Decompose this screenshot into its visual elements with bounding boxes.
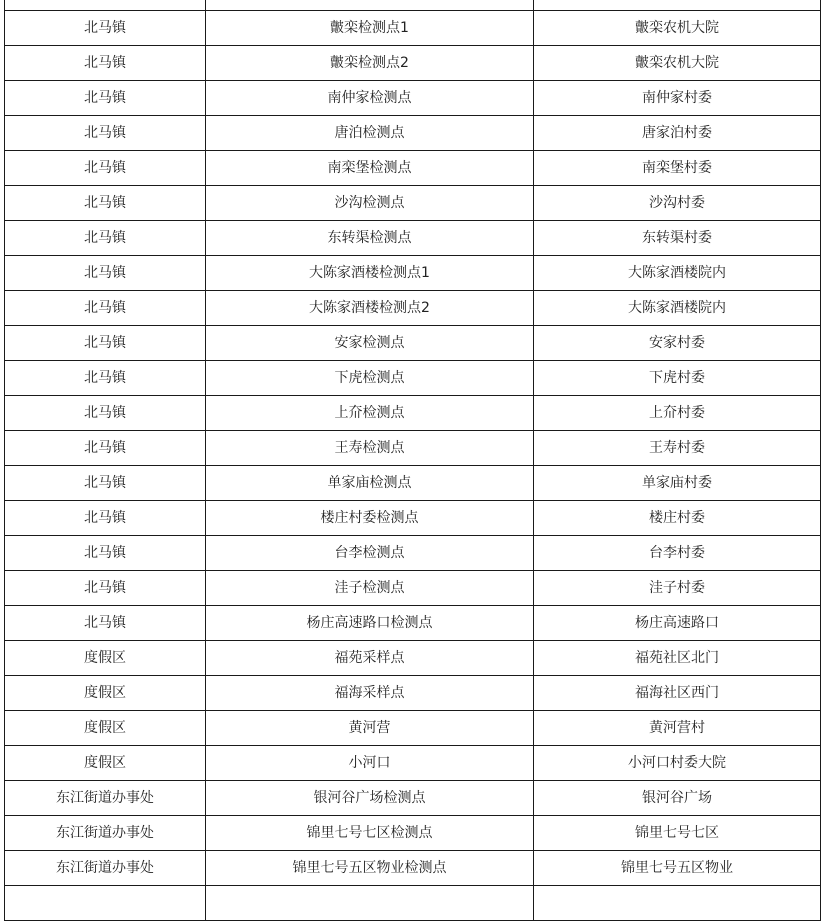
location-cell: 上夼村委 bbox=[534, 396, 821, 431]
town-cell: 北马镇 bbox=[5, 151, 206, 186]
town-cell: 北马镇 bbox=[5, 501, 206, 536]
table-row bbox=[5, 711, 821, 746]
town-cell: 北马镇 bbox=[5, 361, 206, 396]
town-cell: 北马镇 bbox=[5, 11, 206, 46]
town-cell: 北马镇 bbox=[5, 116, 206, 151]
location-cell: 下虎村委 bbox=[534, 361, 821, 396]
table-body bbox=[5, 0, 821, 921]
location-cell: 杨庄高速路口 bbox=[534, 606, 821, 641]
site-name-cell: 上夼检测点 bbox=[206, 396, 534, 431]
site-name-cell: 皾栾检测点2 bbox=[206, 46, 534, 81]
site-name-cell bbox=[206, 0, 534, 11]
town-cell bbox=[5, 0, 206, 11]
table-row bbox=[5, 781, 821, 816]
location-cell: 皾栾农机大院 bbox=[534, 11, 821, 46]
site-name-cell: 黄河营 bbox=[206, 711, 534, 746]
town-cell: 北马镇 bbox=[5, 571, 206, 606]
table-row bbox=[5, 536, 821, 571]
location-cell: 锦里七号七区 bbox=[534, 816, 821, 851]
site-name-cell bbox=[206, 886, 534, 921]
site-name-cell: 楼庄村委检测点 bbox=[206, 501, 534, 536]
location-cell: 楼庄村委 bbox=[534, 501, 821, 536]
table-row bbox=[5, 151, 821, 186]
town-cell: 度假区 bbox=[5, 676, 206, 711]
location-cell: 王寿村委 bbox=[534, 431, 821, 466]
town-cell bbox=[5, 886, 206, 921]
table-row bbox=[5, 396, 821, 431]
town-cell: 东江街道办事处 bbox=[5, 781, 206, 816]
table-row bbox=[5, 81, 821, 116]
site-name-cell: 杨庄高速路口检测点 bbox=[206, 606, 534, 641]
location-cell: 南仲家村委 bbox=[534, 81, 821, 116]
town-cell: 北马镇 bbox=[5, 291, 206, 326]
table-row bbox=[5, 501, 821, 536]
town-cell: 度假区 bbox=[5, 641, 206, 676]
table-row bbox=[5, 11, 821, 46]
location-cell: 小河口村委大院 bbox=[534, 746, 821, 781]
location-cell: 台李村委 bbox=[534, 536, 821, 571]
location-cell: 唐家泊村委 bbox=[534, 116, 821, 151]
table-row bbox=[5, 46, 821, 81]
site-name-cell: 银河谷广场检测点 bbox=[206, 781, 534, 816]
site-name-cell: 安家检测点 bbox=[206, 326, 534, 361]
site-name-cell: 沙沟检测点 bbox=[206, 186, 534, 221]
site-name-cell: 大陈家酒楼检测点1 bbox=[206, 256, 534, 291]
table-row bbox=[5, 0, 821, 11]
town-cell: 度假区 bbox=[5, 746, 206, 781]
location-cell: 单家庙村委 bbox=[534, 466, 821, 501]
site-name-cell: 王寿检测点 bbox=[206, 431, 534, 466]
town-cell: 北马镇 bbox=[5, 81, 206, 116]
site-name-cell: 南栾堡检测点 bbox=[206, 151, 534, 186]
site-name-cell: 锦里七号七区检测点 bbox=[206, 816, 534, 851]
location-cell: 银河谷广场 bbox=[534, 781, 821, 816]
table-row bbox=[5, 886, 821, 921]
site-name-cell: 福海采样点 bbox=[206, 676, 534, 711]
table-row bbox=[5, 221, 821, 256]
table-row bbox=[5, 291, 821, 326]
site-name-cell: 锦里七号五区物业检测点 bbox=[206, 851, 534, 886]
site-name-cell: 东转渠检测点 bbox=[206, 221, 534, 256]
town-cell: 北马镇 bbox=[5, 396, 206, 431]
testing-sites-table bbox=[4, 0, 821, 921]
location-cell: 南栾堡村委 bbox=[534, 151, 821, 186]
site-name-cell: 福苑采样点 bbox=[206, 641, 534, 676]
table-row bbox=[5, 431, 821, 466]
site-name-cell: 皾栾检测点1 bbox=[206, 11, 534, 46]
location-cell: 黄河营村 bbox=[534, 711, 821, 746]
location-cell: 沙沟村委 bbox=[534, 186, 821, 221]
site-name-cell: 小河口 bbox=[206, 746, 534, 781]
table-row bbox=[5, 466, 821, 501]
town-cell: 北马镇 bbox=[5, 326, 206, 361]
location-cell: 福海社区西门 bbox=[534, 676, 821, 711]
table-row bbox=[5, 571, 821, 606]
location-cell: 洼子村委 bbox=[534, 571, 821, 606]
location-cell: 大陈家酒楼院内 bbox=[534, 256, 821, 291]
table-row bbox=[5, 641, 821, 676]
table-row bbox=[5, 326, 821, 361]
town-cell: 北马镇 bbox=[5, 606, 206, 641]
site-name-cell: 台李检测点 bbox=[206, 536, 534, 571]
town-cell: 度假区 bbox=[5, 711, 206, 746]
town-cell: 东江街道办事处 bbox=[5, 816, 206, 851]
town-cell: 北马镇 bbox=[5, 256, 206, 291]
site-name-cell: 下虎检测点 bbox=[206, 361, 534, 396]
town-cell: 北马镇 bbox=[5, 186, 206, 221]
town-cell: 北马镇 bbox=[5, 46, 206, 81]
table-row bbox=[5, 116, 821, 151]
location-cell: 安家村委 bbox=[534, 326, 821, 361]
table-row bbox=[5, 256, 821, 291]
town-cell: 北马镇 bbox=[5, 431, 206, 466]
location-cell: 福苑社区北门 bbox=[534, 641, 821, 676]
location-cell: 东转渠村委 bbox=[534, 221, 821, 256]
location-cell: 锦里七号五区物业 bbox=[534, 851, 821, 886]
town-cell: 北马镇 bbox=[5, 536, 206, 571]
location-cell: 大陈家酒楼院内 bbox=[534, 291, 821, 326]
site-name-cell: 唐泊检测点 bbox=[206, 116, 534, 151]
table-row bbox=[5, 361, 821, 396]
site-name-cell: 南仲家检测点 bbox=[206, 81, 534, 116]
location-cell bbox=[534, 886, 821, 921]
town-cell: 东江街道办事处 bbox=[5, 851, 206, 886]
location-cell: 皾栾农机大院 bbox=[534, 46, 821, 81]
site-name-cell: 洼子检测点 bbox=[206, 571, 534, 606]
table-row bbox=[5, 676, 821, 711]
location-cell bbox=[534, 0, 821, 11]
table-row bbox=[5, 606, 821, 641]
table-row bbox=[5, 746, 821, 781]
town-cell: 北马镇 bbox=[5, 466, 206, 501]
site-name-cell: 大陈家酒楼检测点2 bbox=[206, 291, 534, 326]
table-row bbox=[5, 851, 821, 886]
table-row bbox=[5, 816, 821, 851]
table-row bbox=[5, 186, 821, 221]
site-name-cell: 单家庙检测点 bbox=[206, 466, 534, 501]
town-cell: 北马镇 bbox=[5, 221, 206, 256]
